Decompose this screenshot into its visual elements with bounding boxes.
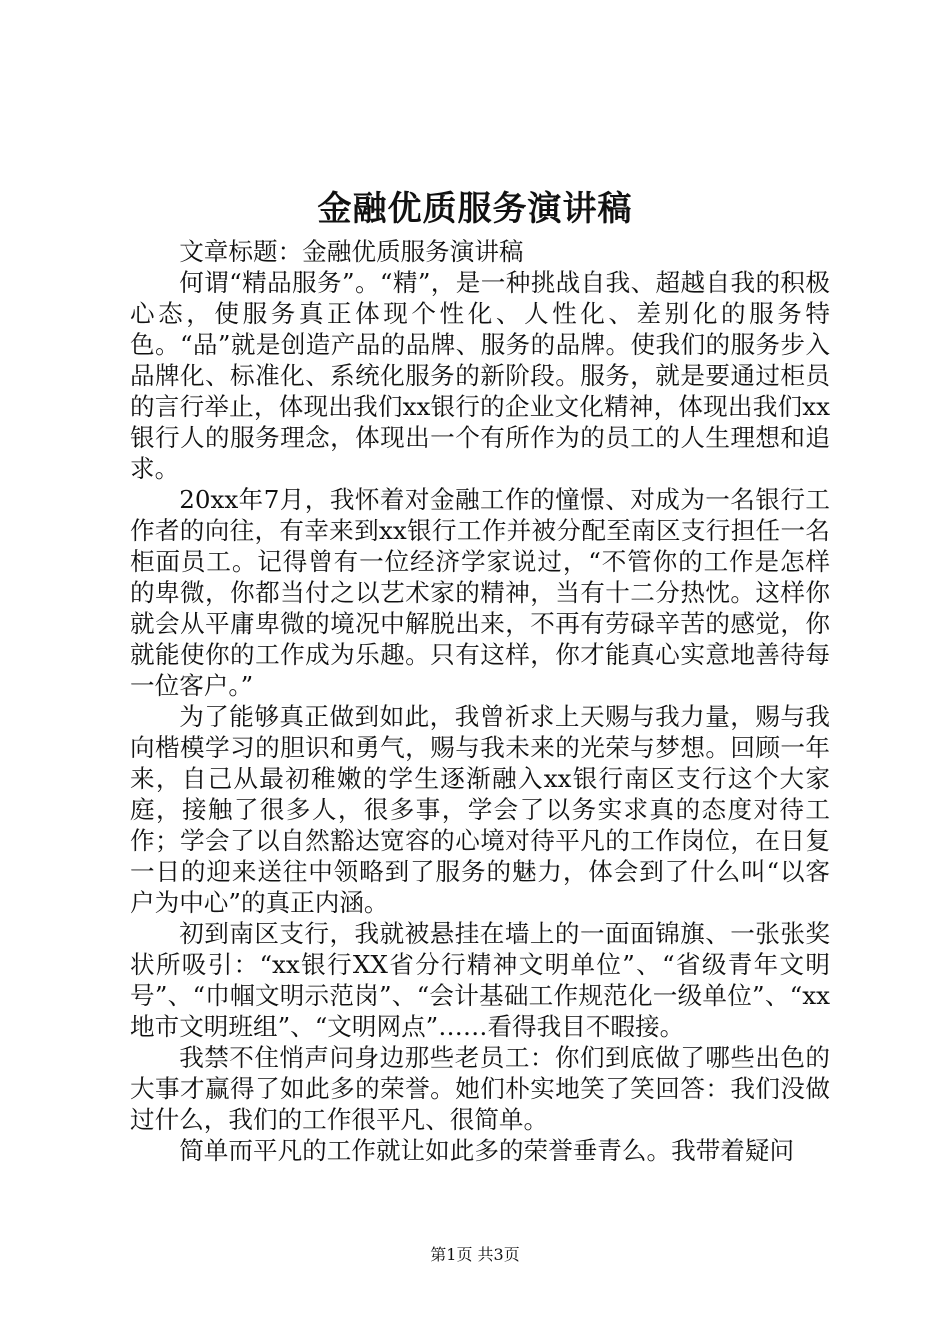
paragraph: 初到南区支行，我就被悬挂在墙上的一面面锦旗、一张张奖状所吸引：“xx银行XX省分行精神文明单位”、“省级青年文明号”、“巾帼文明示范岗”、“会计基础工作规范化一级单位”、“xx地市文明班组”、“文明网点”……看得我目不暇接。 [130,919,830,1041]
paragraph: 何谓“精品服务”。“精”，是一种挑战自我、超越自我的积极心态，使服务真正体现个性化、人性化、差别化的服务特色。“品”就是创造产品的品牌、服务的品牌。使我们的服务步入品牌化、标准化、系统化服务的新阶段。服务，就是要通过柜员的言行举止，体现出我们xx银行的企业文化精神，体现出我们xx银行人的服务理念，体现出一个有所作为的员工的人生理想和追求。 [130,268,830,483]
article-title-line: 文章标题：金融优质服务演讲稿 [179,237,524,266]
document-title: 金融优质服务演讲稿 [317,189,633,229]
paragraph: 20xx年7月，我怀着对金融工作的憧憬、对成为一名银行工作者的向往，有幸来到xx银行工作并被分配至南区支行担任一名柜面员工。记得曾有一位经济学家说过，“不管你的工作是怎样的卑微，你都当付之以艺术家的精神，当有十二分热忱。这样你就会从平庸卑微的境况中解脱出来，不再有劳碌辛苦的感觉，你就能使你的工作成为乐趣。只有这样，你才能真心实意地善待每一位客户。” [130,485,830,700]
paragraph: 简单而平凡的工作就让如此多的荣誉垂青么。我带着疑问 [179,1136,795,1165]
paragraph: 为了能够真正做到如此，我曾祈求上天赐与我力量，赐与我向楷模学习的胆识和勇气，赐与我未来的光荣与梦想。回顾一年来，自己从最初稚嫩的学生逐渐融入xx银行南区支行这个大家庭，接触了很多人，很多事，学会了以务实求真的态度对待工作；学会了以自然豁达宽容的心境对待平凡的工作岗位，在日复一日的迎来送往中领略到了服务的魅力，体会到了什么叫“以客户为中心”的真正内涵。 [130,702,830,917]
paragraph: 我禁不住悄声问身边那些老员工：你们到底做了哪些出色的大事才赢得了如此多的荣誉。她们朴实地笑了笑回答：我们没做过什么，我们的工作很平凡、很简单。 [130,1043,830,1134]
document-body [130,236,830,1166]
page-footer: 第1页 共3页 [430,1245,520,1264]
